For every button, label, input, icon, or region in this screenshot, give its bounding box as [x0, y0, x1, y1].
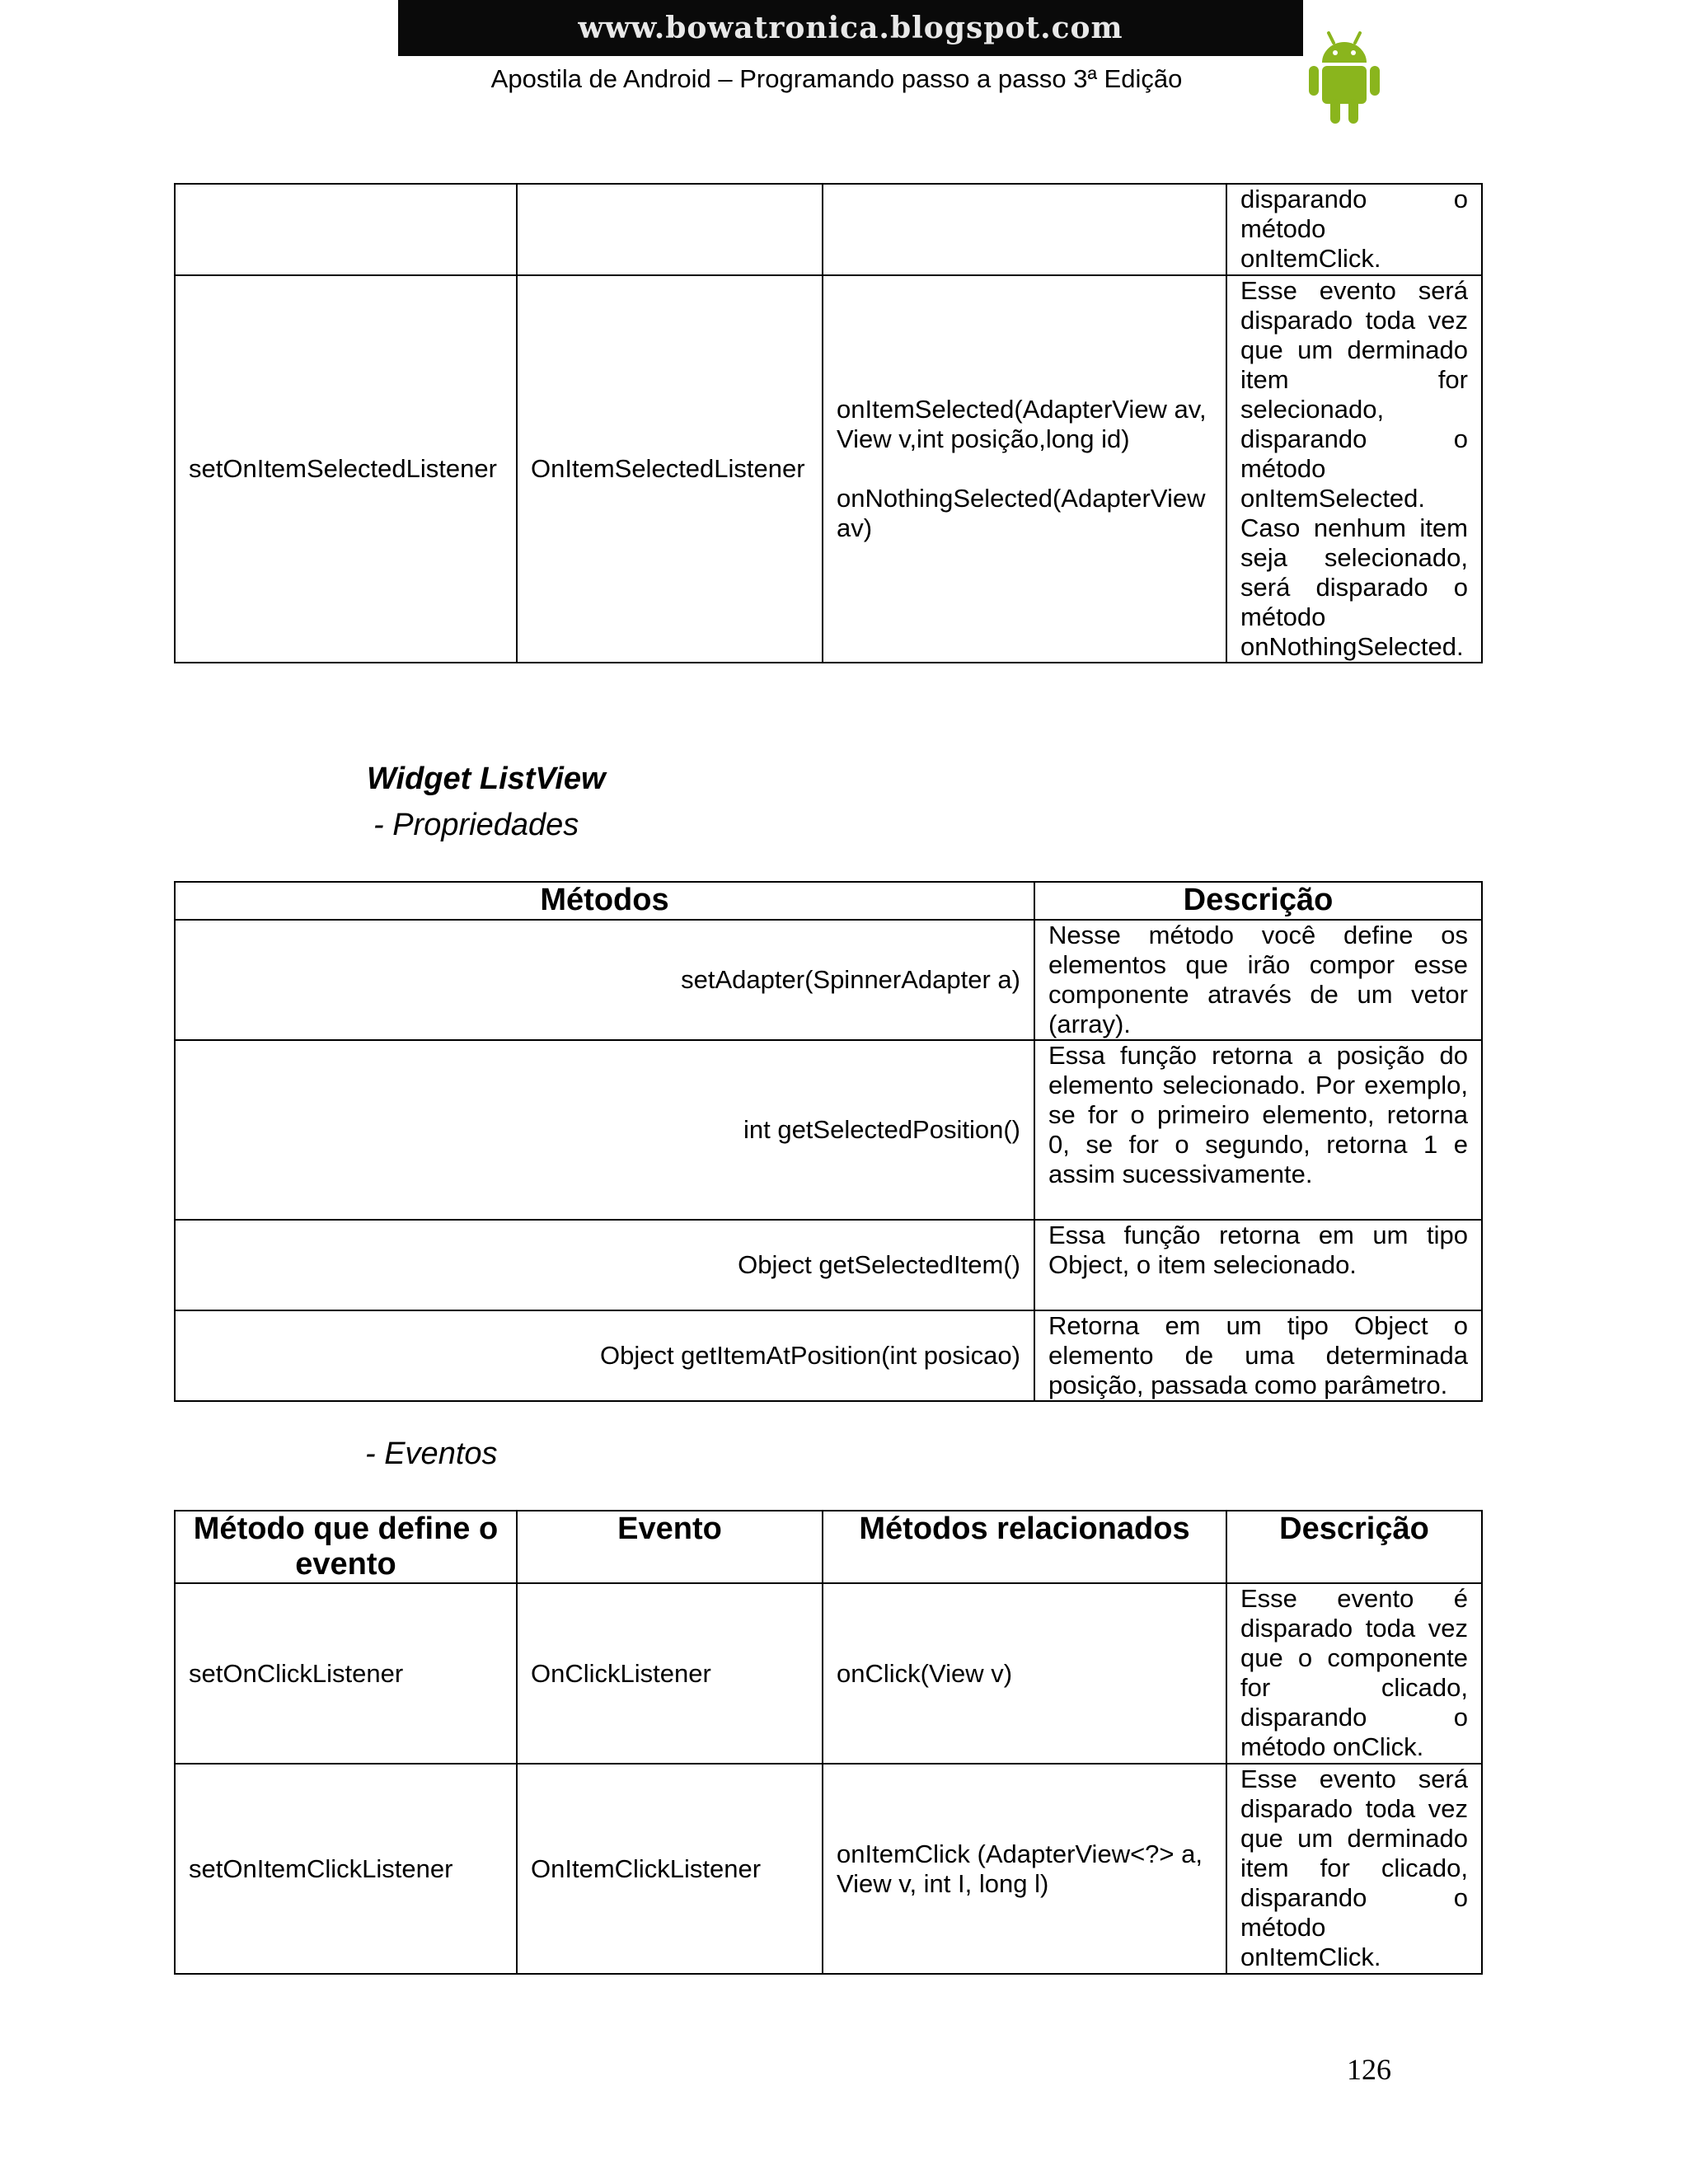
method-cell: setOnItemClickListener — [175, 1764, 517, 1974]
spinner-events-table-continued — [174, 183, 1483, 663]
event-cell: OnClickListener — [517, 1583, 823, 1764]
description-cell: Esse evento será disparado toda vez que um derminado item for clicado, disparando o método onItemClick. — [1226, 1764, 1482, 1974]
android-robot-icon — [1304, 28, 1385, 125]
properties-table — [174, 881, 1483, 1402]
related-methods-cell — [823, 275, 1226, 663]
description-cell: Esse evento é disparado toda vez que o componente for clicado, disparando o método onClick. — [1226, 1583, 1482, 1764]
method-cell: setOnItemSelectedListener — [175, 275, 517, 663]
related-method: onItemSelected(AdapterView av, View v,int posição,long id) — [837, 395, 1207, 453]
description-cell: Esse evento será disparado toda vez que um derminado item for selecionado, disparando o método onItemSelected. Caso nenhum item seja selecionado, será disparado o método onNothingSelected. — [1226, 275, 1482, 663]
method-cell: setAdapter(SpinnerAdapter a) — [175, 920, 1034, 1040]
related-methods-cell: onClick(View v) — [823, 1583, 1226, 1764]
method-cell: setOnClickListener — [175, 1583, 517, 1764]
column-header: Descrição — [1034, 882, 1482, 920]
method-cell: int getSelectedPosition() — [175, 1040, 1034, 1220]
column-header: Métodos relacionados — [823, 1511, 1226, 1583]
table-row — [175, 920, 1482, 1040]
table-header-row — [175, 1511, 1482, 1583]
description-cell: Essa função retorna a posição do elemento selecionado. Por exemplo, se for o primeiro elemento, retorna 0, se for o segundo, retorna 1 e assim sucessivamente. — [1034, 1040, 1482, 1220]
banner-text: www.bowatronica.blogspot.com — [578, 11, 1123, 45]
document-subtitle: Apostila de Android – Programando passo a passo 3ª Edição — [490, 64, 1183, 93]
column-header: Método que define o evento — [175, 1511, 517, 1583]
table-row — [175, 184, 1482, 275]
column-header: Descrição — [1226, 1511, 1482, 1583]
properties-heading: - Propriedades — [373, 808, 579, 842]
description-cell: disparando o método onItemClick. — [1226, 184, 1482, 275]
related-method: onNothingSelected(AdapterView av) — [837, 484, 1206, 542]
table-row — [175, 1220, 1482, 1310]
table-row — [175, 275, 1482, 663]
method-cell: Object getSelectedItem() — [175, 1220, 1034, 1310]
event-cell: OnItemSelectedListener — [517, 275, 823, 663]
blog-banner — [398, 0, 1303, 56]
column-header: Evento — [517, 1511, 823, 1583]
table-row — [175, 1583, 1482, 1764]
related-methods-cell: onItemClick (AdapterView<?> a, View v, int I, long l) — [823, 1764, 1226, 1974]
table-row — [175, 1040, 1482, 1220]
event-cell — [517, 184, 823, 275]
events-heading: - Eventos — [365, 1436, 498, 1471]
column-header: Métodos — [175, 882, 1034, 920]
table-header-row — [175, 882, 1482, 920]
description-cell: Nesse método você define os elementos que irão compor esse componente através de um vetor (array). — [1034, 920, 1482, 1040]
section-title: Widget ListView — [367, 762, 606, 796]
table-row — [175, 1310, 1482, 1401]
method-cell: Object getItemAtPosition(int posicao) — [175, 1310, 1034, 1401]
method-cell — [175, 184, 517, 275]
table-row — [175, 1764, 1482, 1974]
description-cell: Retorna em um tipo Object o elemento de uma determinada posição, passada como parâmetro. — [1034, 1310, 1482, 1401]
event-cell: OnItemClickListener — [517, 1764, 823, 1974]
related-methods-cell — [823, 184, 1226, 275]
events-table — [174, 1510, 1483, 1975]
description-cell: Essa função retorna em um tipo Object, o item selecionado. — [1034, 1220, 1482, 1310]
page-number: 126 — [1347, 2053, 1391, 2086]
